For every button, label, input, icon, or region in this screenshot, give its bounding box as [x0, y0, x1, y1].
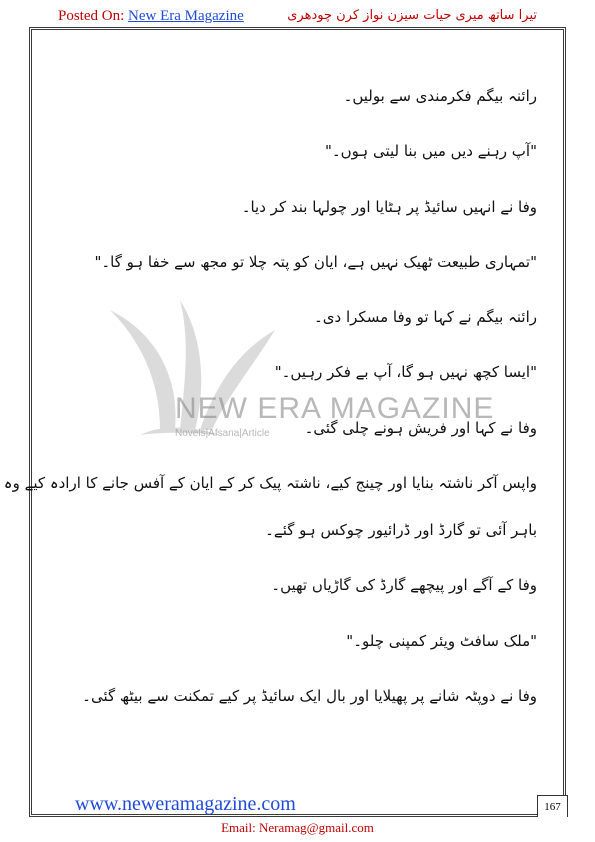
paragraph: وفا نے دوپٹہ شانے پر پھیلایا اور بال ایک سائیڈ پر کیے تمکنت سے بیٹھ گئی۔ — [82, 687, 537, 705]
email-footer: Email: Neramag@gmail.com — [221, 820, 374, 835]
paragraph: وفا نے انہیں سائیڈ پر ہٹایا اور چولہا بند کر دیا۔ — [241, 198, 537, 216]
watermark-subtitle: Novels|Afsana|Article — [175, 428, 270, 439]
paragraph: رائنہ بیگم نے کہا تو وفا مسکرا دی۔ — [314, 308, 537, 326]
paragraph: رائنہ بیگم فکرمندی سے بولیں۔ — [343, 87, 537, 105]
paragraph: "ملک سافٹ ویئر کمپنی چلو۔" — [346, 632, 537, 650]
magazine-link[interactable]: New Era Magazine — [128, 8, 244, 24]
paragraph: "ایسا کچھ نہیں ہو گا، آپ بے فکر رہیں۔" — [274, 363, 537, 381]
paragraph: "تمہاری طبیعت ٹھیک نہیں ہے، ایان کو پتہ چلا تو مجھ سے خفا ہو گا۔" — [94, 253, 537, 271]
paragraph: واپس آکر ناشتہ بنایا اور چینج کیے، ناشتہ پیک کر کے ایان کے آفس جانے کا ارادہ کیے وہ — [3, 474, 537, 492]
paragraph: وفا نے کہا اور فریش ہونے چلی گئی۔ — [304, 419, 537, 437]
posted-on-label: Posted On: — [58, 8, 125, 24]
watermark-title: NEW ERA MAGAZINE — [175, 392, 495, 425]
paragraph: باہر آئی تو گارڈ اور ڈرائیور چوکس ہو گئے۔ — [265, 521, 537, 539]
novel-title: تیرا ساتھ میری حیات سیزن نواز کرن چودھری — [287, 8, 537, 23]
page-number: 167 — [537, 795, 568, 817]
paragraph: وفا کے آگے اور پیچھے گارڈ کی گاڑیاں تھیں۔ — [271, 576, 537, 594]
posted-on-header — [58, 8, 244, 25]
paragraph: "آپ رہنے دیں میں بنا لیتی ہوں۔" — [324, 142, 537, 160]
website-link[interactable]: www.neweramagazine.com — [75, 793, 296, 815]
